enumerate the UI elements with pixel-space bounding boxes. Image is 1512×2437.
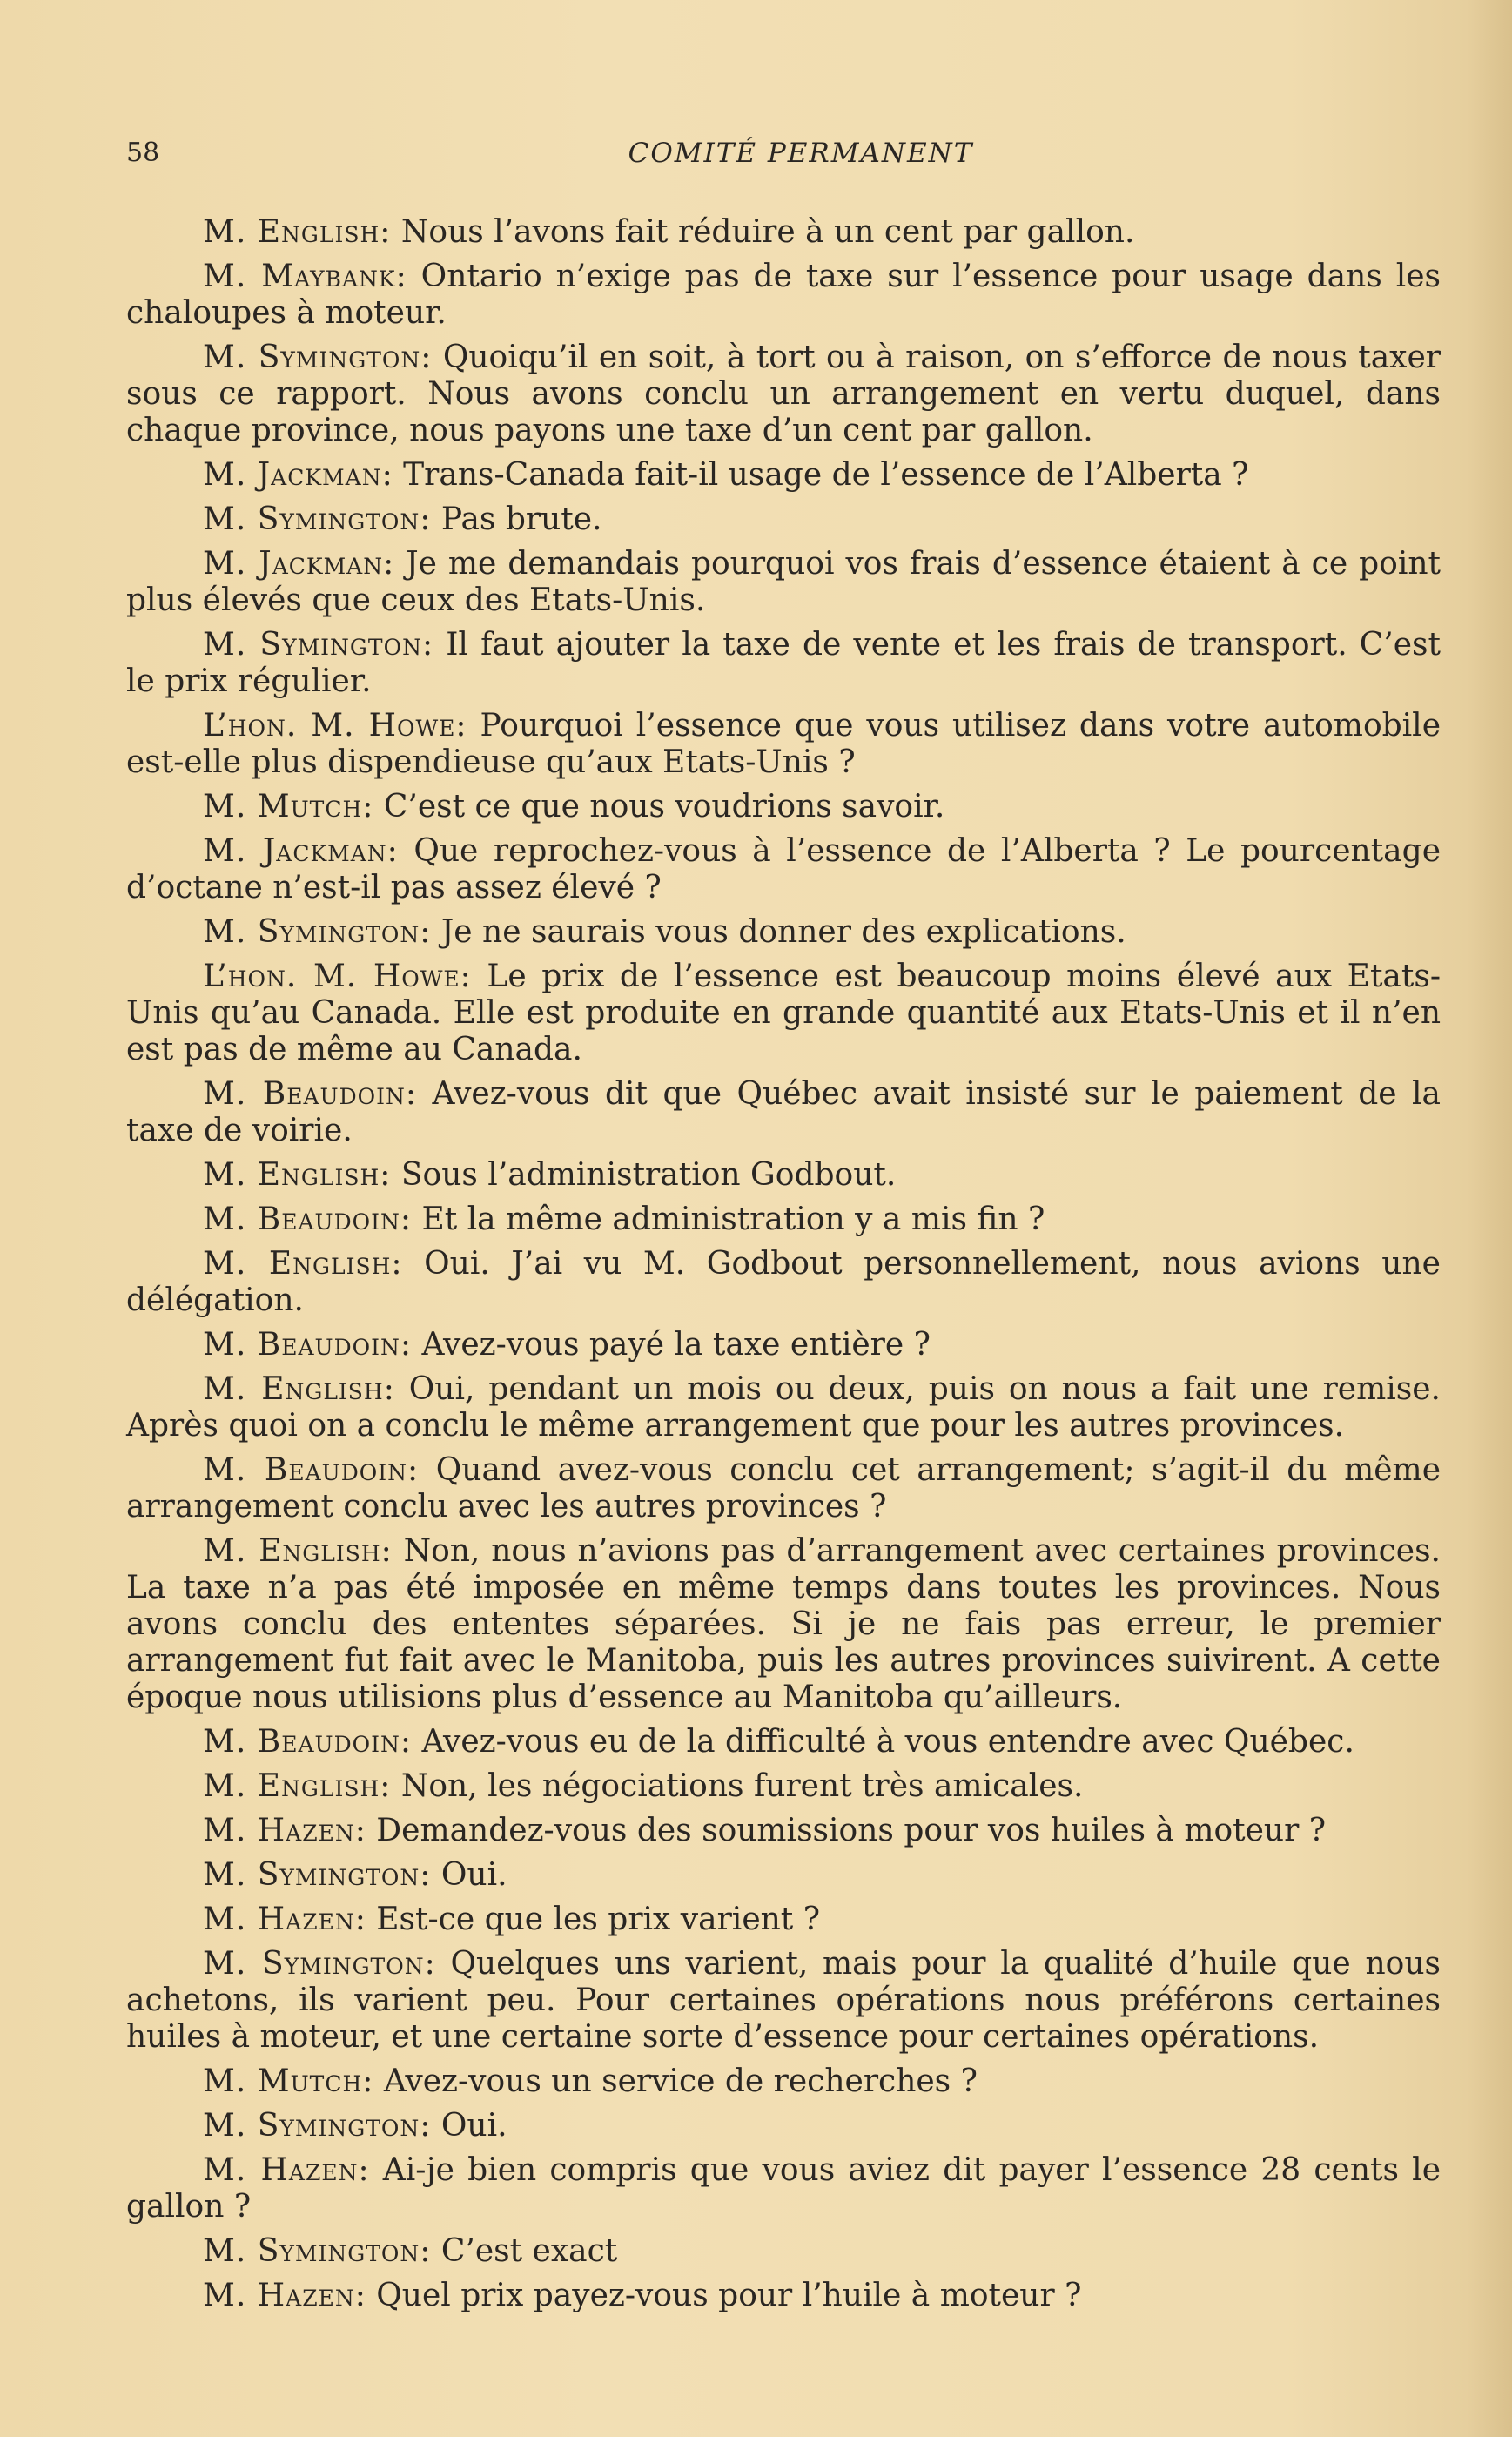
speaker-name: M. Symington: xyxy=(203,340,433,375)
transcript-paragraph xyxy=(126,1371,1441,1444)
speech-text: Avez-vous payé la taxe entière ? xyxy=(412,1327,931,1363)
speech-text: Oui. xyxy=(431,1857,507,1893)
transcript-paragraph xyxy=(126,1202,1441,1238)
transcript-paragraph xyxy=(126,340,1441,449)
speech-text: Quand avez-vous conclu cet arrangement; s’agit-il du même arrangement conclu avec les autres provinces ? xyxy=(126,1452,1441,1525)
speaker-name: M. Symington: xyxy=(203,2108,432,2144)
transcript-paragraph xyxy=(126,1768,1441,1805)
speech-text: Non, nous n’avions pas d’arrangement avec certaines provinces. La taxe n’a pas été imposée en même temps dans toutes les provinces. Nous avons conclu des ententes séparées. Si je ne fais pas erreur, le premier arrangement fut fait avec le Manitoba, puis les autres provinces suivirent. A cette époque nous utilisions plus d’essence au Manitoba qu’ailleurs. xyxy=(126,1533,1441,1715)
transcript-paragraph xyxy=(126,502,1441,538)
speech-text: C’est ce que nous voudrions savoir. xyxy=(373,789,945,825)
speech-text: Avez-vous eu de la difficulté à vous entendre avec Québec. xyxy=(412,1724,1354,1760)
page-number: 58 xyxy=(126,138,160,168)
speaker-name: L’hon. M. Howe: xyxy=(203,708,467,744)
speaker-name: M. Jackman: xyxy=(203,833,399,869)
speaker-name: M. Symington: xyxy=(203,2233,432,2269)
speaker-name: M. Maybank: xyxy=(203,259,407,294)
speaker-name: M. Jackman: xyxy=(203,546,395,582)
transcript-paragraph xyxy=(126,259,1441,332)
speaker-name: M. Beaudoin: xyxy=(203,1452,420,1488)
speech-text: Avez-vous dit que Québec avait insisté sur le paiement de la taxe de voirie. xyxy=(126,1076,1441,1148)
speaker-name: M. Beaudoin: xyxy=(203,1327,412,1363)
speech-text: C’est exact xyxy=(431,2233,618,2269)
speech-text: Ontario n’exige pas de taxe sur l’essence pour usage dans les chaloupes à moteur. xyxy=(126,259,1441,331)
speech-text: Non, les négociations furent très amicales. xyxy=(391,1768,1084,1804)
speaker-name: M. English: xyxy=(203,1157,392,1193)
transcript-paragraph xyxy=(126,214,1441,251)
speech-text: Il faut ajouter la taxe de vente et les frais de transport. C’est le prix régulier. xyxy=(126,627,1441,699)
speech-text: Je ne saurais vous donner des explications. xyxy=(431,914,1126,950)
transcript-paragraph xyxy=(126,1902,1441,1938)
speech-text: Ai-je bien compris que vous aviez dit payer l’essence 28 cents le gallon ? xyxy=(126,2152,1441,2225)
transcript-paragraph xyxy=(126,1246,1441,1319)
speaker-name: M. Hazen: xyxy=(203,1902,366,1937)
speech-text: Et la même administration y a mis fin ? xyxy=(412,1202,1045,1237)
transcript-paragraph xyxy=(126,2152,1441,2225)
speech-text: Oui, pendant un mois ou deux, puis on nous a fait une remise. Après quoi on a conclu le même arrangement que pour les autres provinces. xyxy=(126,1371,1441,1444)
speaker-name: M. Beaudoin: xyxy=(203,1202,412,1237)
transcript-paragraph xyxy=(126,1327,1441,1363)
speaker-name: M. Hazen: xyxy=(203,2152,370,2188)
transcript-paragraph xyxy=(126,2108,1441,2144)
speech-text: Quel prix payez-vous pour l’huile à moteur ? xyxy=(366,2278,1082,2313)
transcript-paragraph xyxy=(126,1813,1441,1849)
transcript-paragraph xyxy=(126,833,1441,906)
transcript-paragraph xyxy=(126,914,1441,951)
speaker-name: M. Mutch: xyxy=(203,2063,374,2099)
transcript-paragraph xyxy=(126,1724,1441,1760)
speech-text: Quelques uns varient, mais pour la qualité d’huile que nous achetons, ils varient peu. Pour certaines opérations nous préférons certaines huiles à moteur, et une certaine sorte d’essence pour certaines opérations. xyxy=(126,1946,1441,2055)
transcript-paragraph xyxy=(126,627,1441,700)
transcript-body xyxy=(126,214,1441,2322)
transcript-paragraph xyxy=(126,1857,1441,1894)
transcript-paragraph xyxy=(126,1946,1441,2056)
speaker-name: M. English: xyxy=(203,214,392,250)
speech-text: Je me demandais pourquoi vos frais d’essence étaient à ce point plus élevés que ceux des Etats-Unis. xyxy=(126,546,1441,618)
speech-text: Le prix de l’essence est beaucoup moins élevé aux Etats-Unis qu’au Canada. Elle est produite en grande quantité aux Etats-Unis et il n’en est pas de même au Canada. xyxy=(126,959,1441,1067)
transcript-paragraph xyxy=(126,457,1441,494)
speaker-name: M. Beaudoin: xyxy=(203,1724,412,1760)
speech-text: Demandez-vous des soumissions pour vos huiles à moteur ? xyxy=(366,1813,1327,1848)
transcript-paragraph xyxy=(126,789,1441,825)
speech-text: Oui. J’ai vu M. Godbout personnellement, nous avions une délégation. xyxy=(126,1246,1441,1318)
transcript-paragraph xyxy=(126,1157,1441,1194)
speaker-name: M. Mutch: xyxy=(203,789,374,825)
speaker-name: M. English: xyxy=(203,1768,392,1804)
speaker-name: M. Symington: xyxy=(203,1946,436,1982)
speaker-name: M. English: xyxy=(203,1533,393,1569)
transcript-paragraph xyxy=(126,1533,1441,1716)
speaker-name: L’hon. M. Howe: xyxy=(203,959,472,994)
speaker-name: M. Symington: xyxy=(203,914,432,950)
speaker-name: M. Symington: xyxy=(203,627,434,663)
speaker-name: M. Symington: xyxy=(203,1857,432,1893)
speech-text: Avez-vous un service de recherches ? xyxy=(373,2063,978,2099)
speaker-name: M. Hazen: xyxy=(203,2278,366,2313)
speaker-name: M. Beaudoin: xyxy=(203,1076,418,1112)
speech-text: Que reprochez-vous à l’essence de l’Alberta ? Le pourcentage d’octane n’est-il pas assez élevé ? xyxy=(126,833,1441,905)
speaker-name: M. Jackman: xyxy=(203,457,393,493)
transcript-paragraph xyxy=(126,2278,1441,2314)
transcript-paragraph xyxy=(126,1076,1441,1149)
speaker-name: M. Symington: xyxy=(203,502,432,537)
speech-text: Est-ce que les prix varient ? xyxy=(366,1902,821,1937)
speech-text: Pas brute. xyxy=(431,502,602,537)
speaker-name: M. English: xyxy=(203,1371,395,1407)
speech-text: Sous l’administration Godbout. xyxy=(391,1157,897,1193)
transcript-paragraph xyxy=(126,959,1441,1068)
speech-text: Oui. xyxy=(431,2108,507,2144)
speaker-name: M. English: xyxy=(203,1246,403,1282)
speaker-name: M. Hazen: xyxy=(203,1813,366,1848)
running-title: COMITÉ PERMANENT xyxy=(628,138,974,169)
speech-text: Trans-Canada fait-il usage de l’essence de l’Alberta ? xyxy=(393,457,1249,493)
transcript-paragraph xyxy=(126,2233,1441,2270)
transcript-paragraph xyxy=(126,546,1441,619)
speech-text: Pourquoi l’essence que vous utilisez dans votre automobile est-elle plus dispendieuse qu’aux Etats-Unis ? xyxy=(126,708,1441,780)
page-header xyxy=(126,138,1441,181)
transcript-paragraph xyxy=(126,708,1441,781)
speech-text: Nous l’avons fait réduire à un cent par gallon. xyxy=(391,214,1135,250)
speech-text: Quoiqu’il en soit, à tort ou à raison, on s’efforce de nous taxer sous ce rapport. Nous avons conclu un arrangement en vertu duquel, dans chaque province, nous payons une taxe d’un cent par gallon. xyxy=(126,340,1441,448)
transcript-paragraph xyxy=(126,2063,1441,2100)
transcript-paragraph xyxy=(126,1452,1441,1525)
